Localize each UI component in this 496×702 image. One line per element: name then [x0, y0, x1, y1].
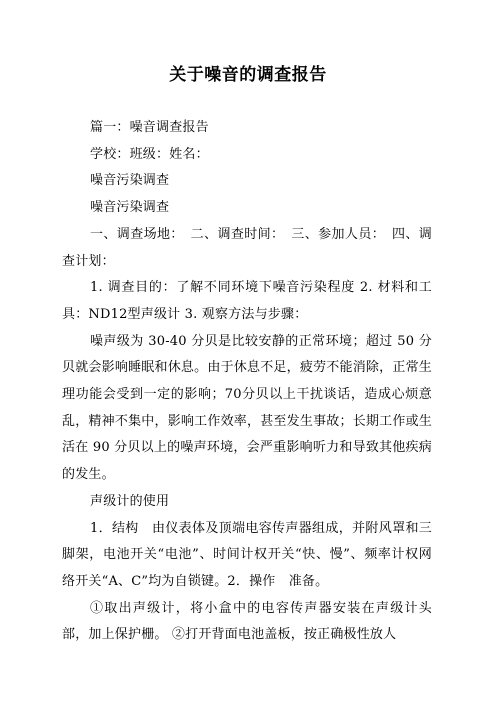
paragraph-student-info: 学校：班级：姓名：: [90, 146, 209, 162]
document-title: 关于噪音的调查报告: [169, 65, 327, 85]
paragraph-subtitle-repeat: 噪音污染调查: [90, 200, 170, 216]
paragraph-section-heading: 篇一：噪音调查报告: [90, 120, 209, 135]
paragraph-survey-plan: 一、调查场地： 二、调查时间： 三、参加人员： 四、调查计划：: [62, 226, 432, 269]
paragraph-purpose-materials: 1. 调查目的：了解不同环境下噪音污染程度 2. 材料和工具：ND12型声级计 3. 观察方法与步骤：: [62, 280, 432, 322]
paragraph-noise-levels: 噪声级为 30-40 分贝是比较安静的正常环境；超过 50 分贝就会影响睡眠和休息。由于休息不足，疲劳不能消除，正常生理功能会受到一定的影响；70分贝以上干扰谈话，造成心烦意乱，精神不集中，影响工作效率，甚至发生事故；长期工作或生活在 90 分贝以上的噪声环境，会严重影响听力和导致其他疾病的发生。: [62, 333, 432, 483]
paragraph-meter-steps: ①取出声级计，将小盒中的电容传声器安装在声级计头部，加上保护栅。 ②打开背面电池盖板，按正确极性放人: [62, 600, 432, 643]
paragraph-meter-structure: 1．结构 由仪表体及顶端电容传声器组成，并附风罩和三脚架，电池开关“电池”、时间计权开关“快、慢”、频率计权网络开关“A、C”均为自锁键。2．操作 准备。: [62, 520, 432, 589]
paragraph-subtitle: 噪音污染调查: [90, 173, 170, 189]
paragraph-meter-usage-heading: 声级计的使用: [90, 493, 170, 509]
document-body: [62, 115, 432, 649]
